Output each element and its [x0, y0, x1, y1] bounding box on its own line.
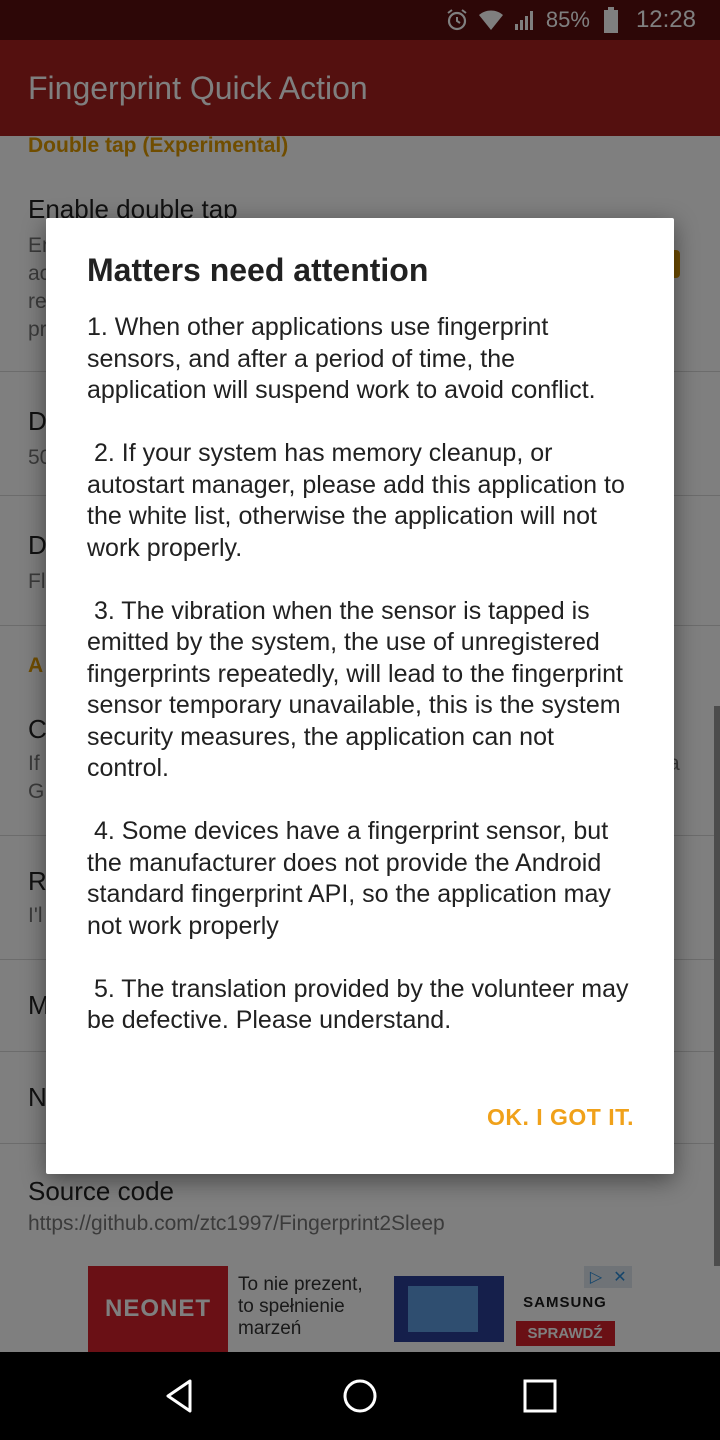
home-icon[interactable]	[330, 1366, 390, 1426]
ok-got-it-button[interactable]: OK. I GOT IT.	[486, 1104, 634, 1130]
navigation-bar	[0, 1352, 720, 1440]
attention-dialog	[46, 218, 674, 1174]
back-icon[interactable]	[150, 1366, 210, 1426]
dialog-title: Matters need attention	[87, 252, 429, 288]
dialog-message: 1. When other applications use fingerprint sensors, and after a period of time, the application will suspend work to avoid conflict. 2. If your system has memory cleanup, or autostart manager, please add this application to the white list, otherwise the application will not work properly. 3. The vibration when the sensor is tapped is emitted by the system, the use of unregistered fingerprints repeatedly, will lead to the fingerprint sensor temporary unavailable, this is the system security measures, the application can not control. 4. Some devices have a fingerprint sensor, but the manufacturer does not provide the Android standard fingerprint API, so the application may not work properly 5. The translation provided by the volunteer may be defective. Please understand.	[87, 313, 629, 1034]
recents-icon[interactable]	[510, 1366, 570, 1426]
